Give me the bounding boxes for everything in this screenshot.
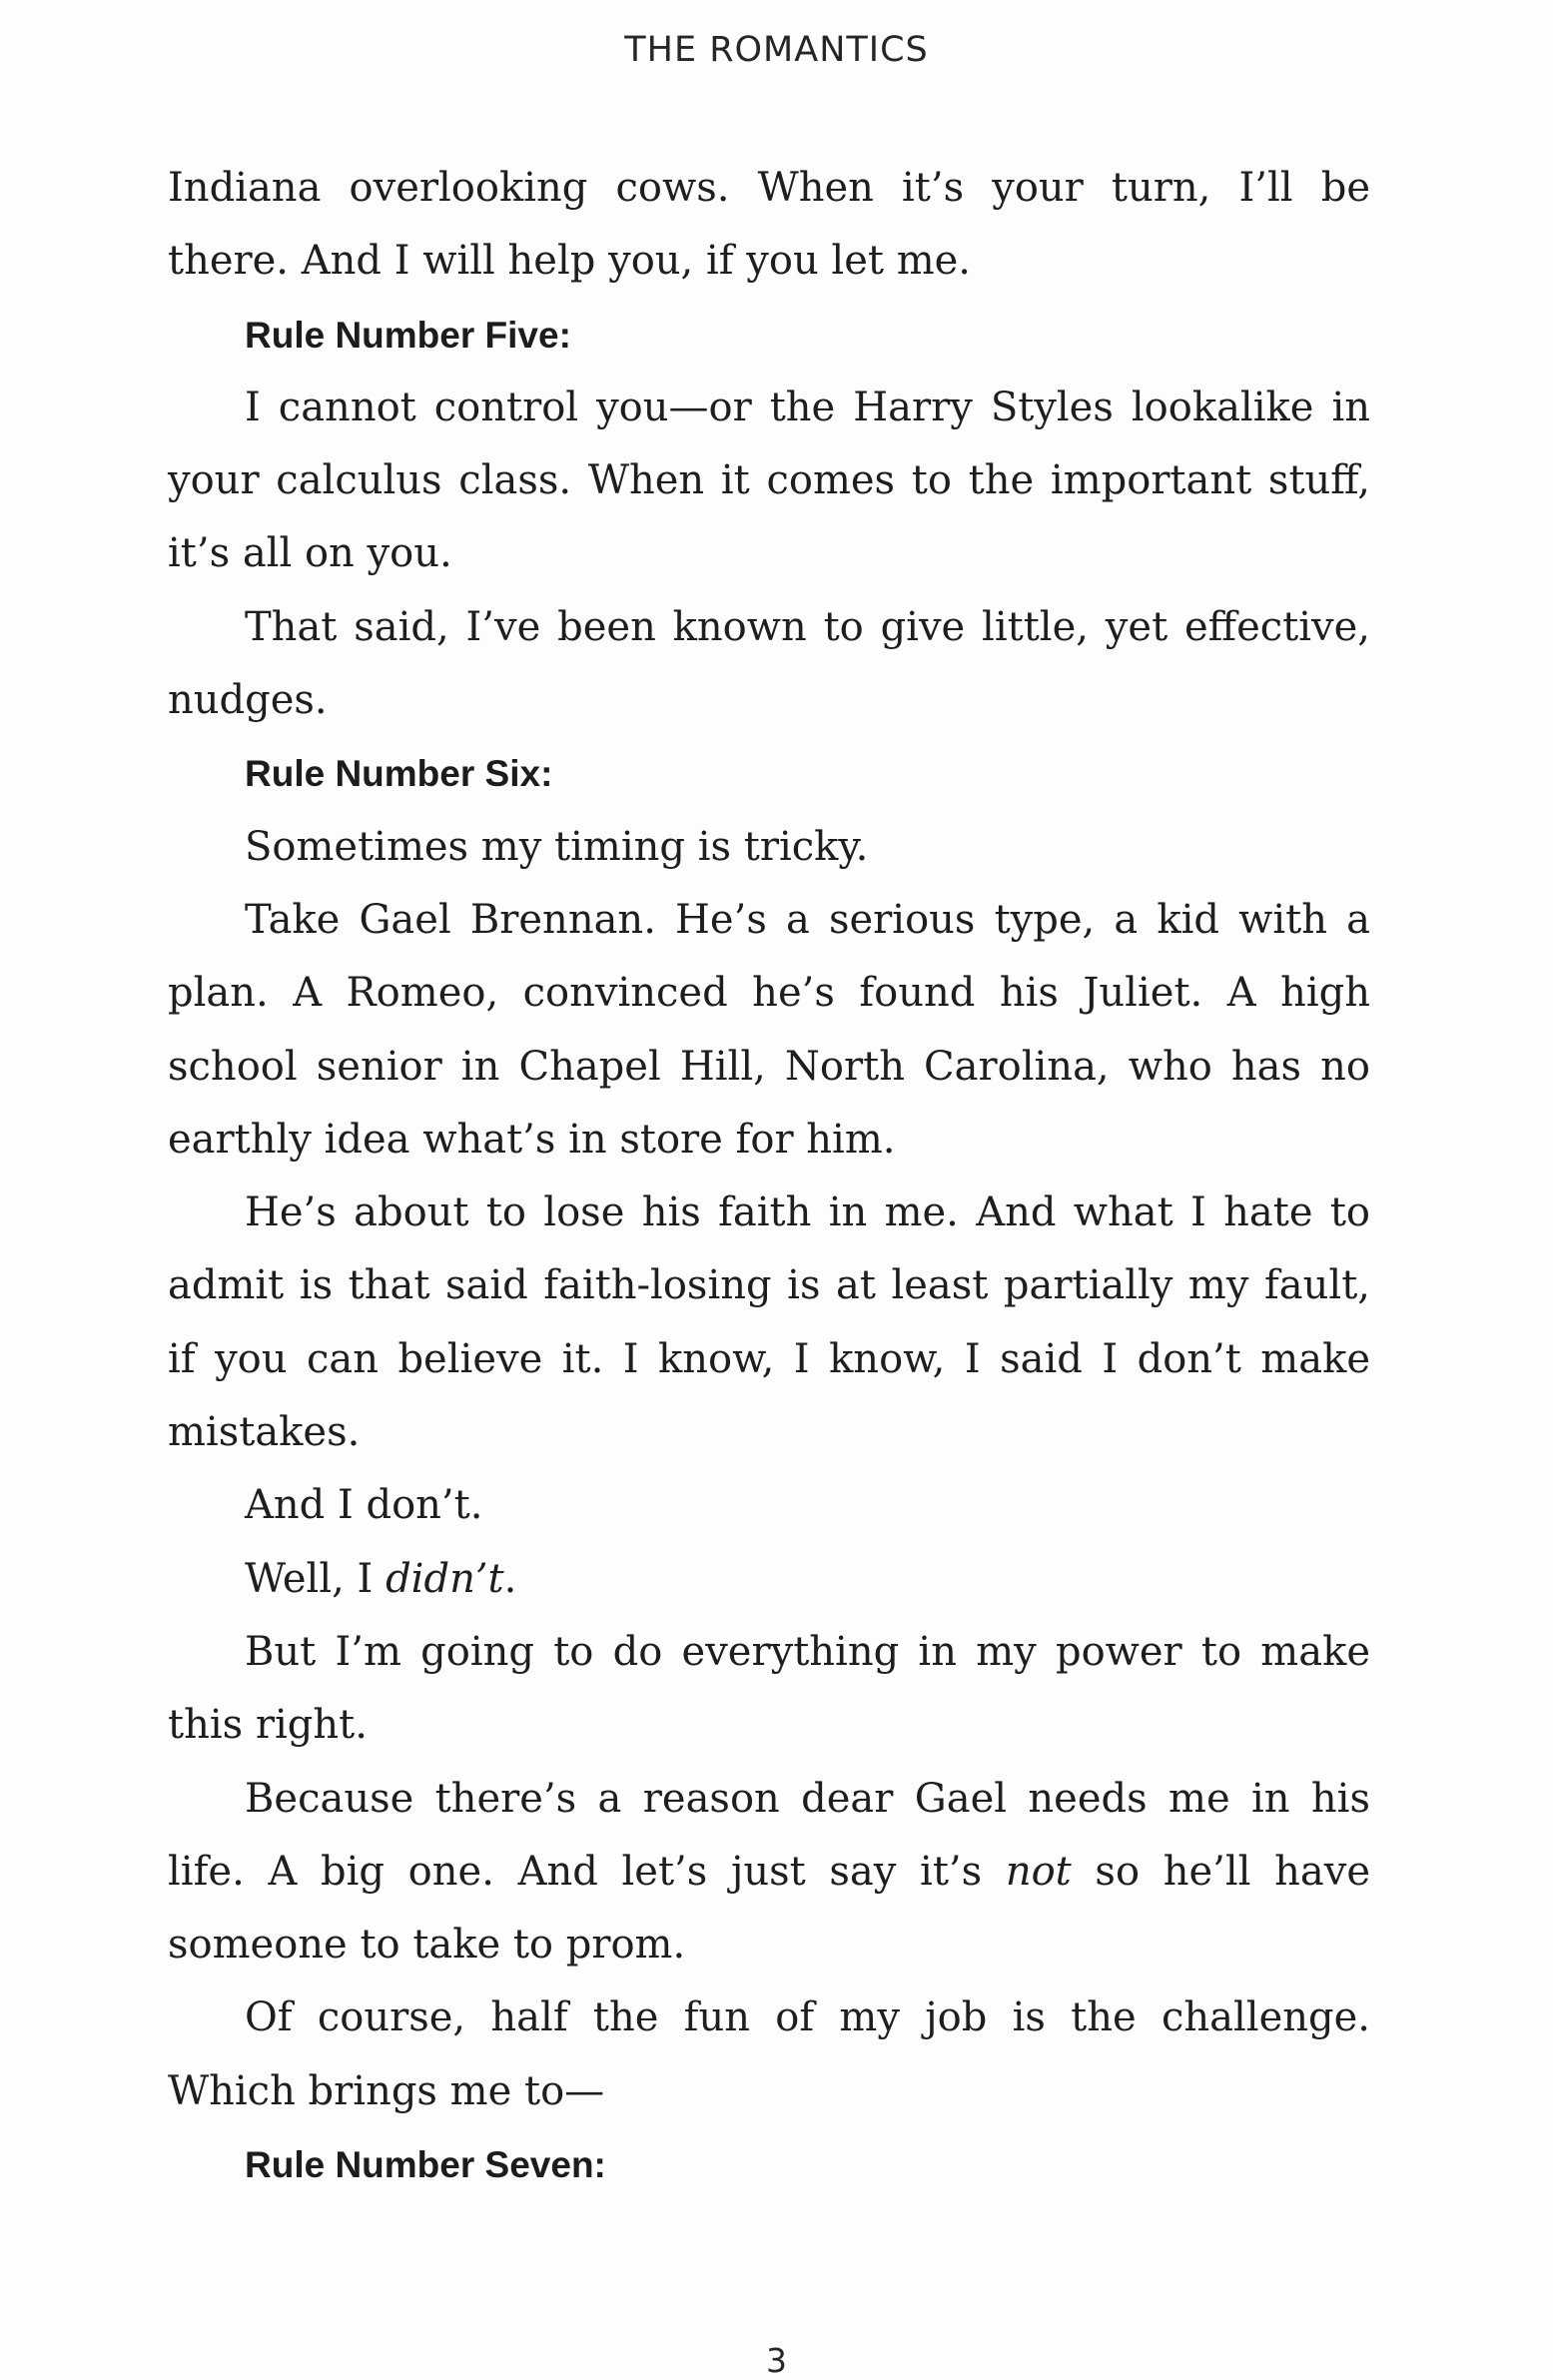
rule-heading-six: Rule Number Six: <box>245 753 553 795</box>
paragraph-continuation: Indiana overlooking cows. When it’s your turn, I’ll be there. And I will help you, if you let me. <box>168 165 1370 285</box>
paragraph: That said, I’ve been known to give little, yet effective, nudges. <box>168 603 1370 724</box>
paragraph: He’s about to lose his faith in me. And what I hate to admit is that said faith-losing is at least partially my fault, if you can believe it. I know, I know, I said I don’t make mistakes. <box>168 1190 1370 1456</box>
rule-heading-seven: Rule Number Seven: <box>245 2144 606 2186</box>
paragraph: Of course, half the fun of my job is the challenge. Which brings me to— <box>168 1994 1370 2114</box>
italic-text: not <box>1005 1848 1072 1895</box>
paragraph: Sometimes my timing is tricky. <box>245 823 869 870</box>
paragraph: Take Gael Brennan. He’s a serious type, a kid with a plan. A Romeo, convinced he’s found his Juliet. A high school senior in Chapel Hill, North Carolina, who has no earthly idea what’s in store for him. <box>168 896 1370 1163</box>
body-text <box>168 152 1370 2201</box>
text-run: Well, I <box>245 1555 387 1602</box>
page-number: 3 <box>766 2341 787 2380</box>
paragraph: But I’m going to do everything in my power to make this right. <box>168 1628 1370 1749</box>
rule-heading-five: Rule Number Five: <box>245 314 571 356</box>
paragraph: I cannot control you—or the Harry Styles lookalike in your calculus class. When it comes to the important stuff, it’s all on you. <box>168 384 1370 577</box>
paragraph: And I don’t. <box>245 1482 483 1529</box>
running-head: THE ROMANTICS <box>624 30 929 70</box>
text-run: . <box>503 1555 517 1602</box>
paragraph <box>168 1763 1370 1983</box>
italic-text: didn’t <box>386 1555 504 1602</box>
text-run: Because there’s a reason dear Gael needs me in his life. A big one. And let’s just say it’s <box>168 1775 1370 1895</box>
text-run: so he’ll have someone to take to prom. <box>168 1848 1370 1969</box>
paragraph <box>168 1543 1370 1616</box>
